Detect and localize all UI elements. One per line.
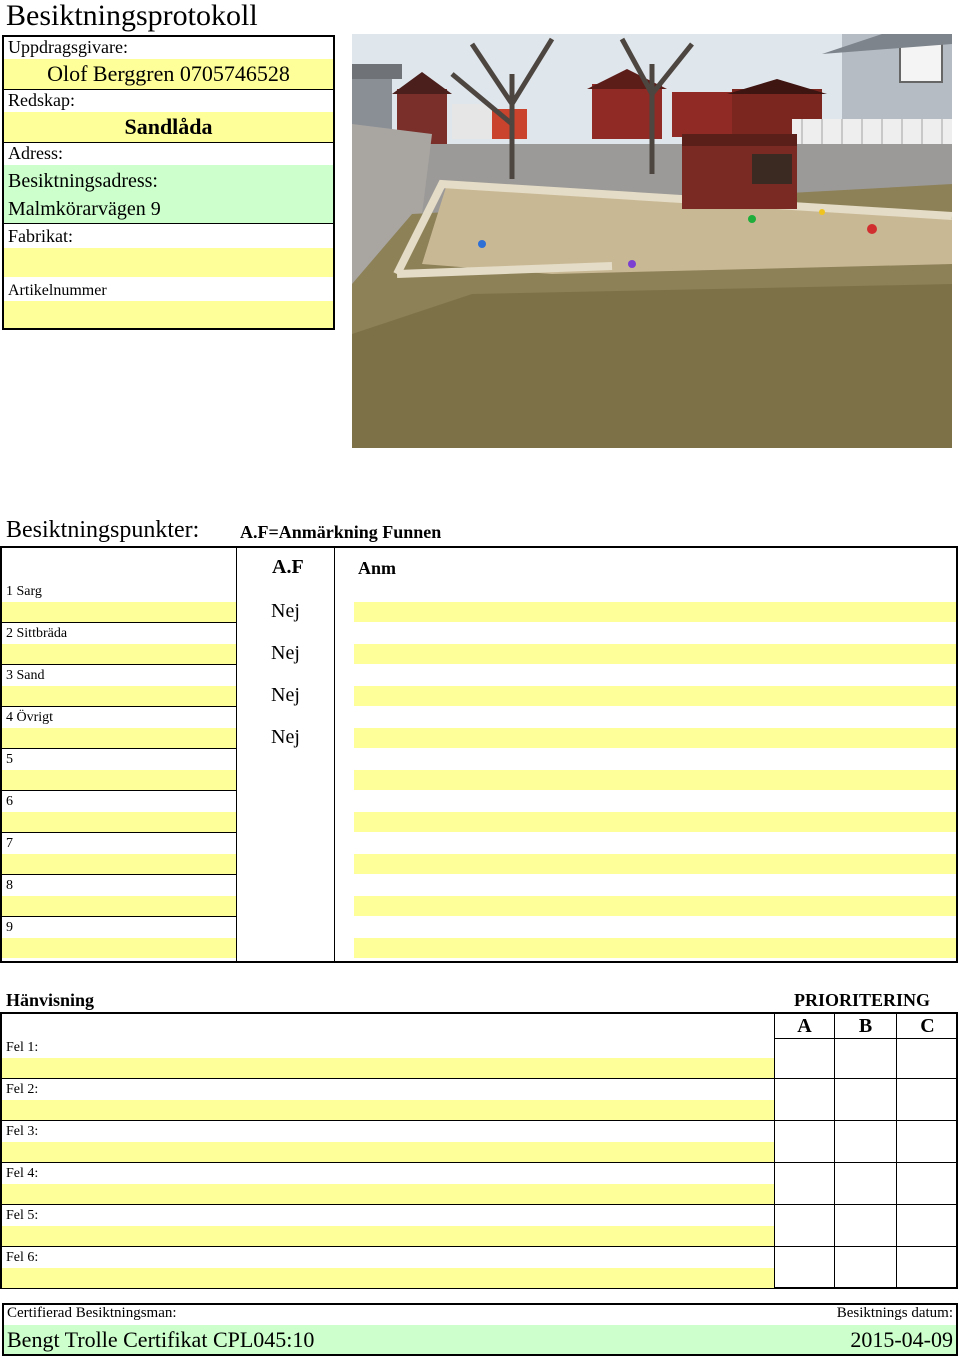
inspection-row-af[interactable]: Nej [271,642,300,664]
inspection-row-af[interactable] [237,894,334,916]
sandbox-photo-icon [352,34,952,448]
inspection-row-anm[interactable] [354,812,956,832]
inspection-row-label: 7 [6,836,13,851]
inspection-title: Besiktningspunkter: [6,517,200,543]
certification-block [2,1303,958,1356]
besiktningsadress-value: Malmkörarvägen 9 [8,198,161,220]
cert-label: Certifierad Besiktningsman: [7,1305,177,1321]
inspection-row-field[interactable] [2,602,236,622]
page-title: Besiktningsprotokoll [6,0,258,32]
besiktningsadress-block[interactable] [4,165,333,223]
inspection-row-anm[interactable] [354,602,956,622]
col-af-header: A.F [272,556,304,578]
fault-row-field[interactable] [2,1268,774,1288]
hanvisning-title: Hänvisning [6,990,95,1010]
fault-row-field[interactable] [2,1058,774,1078]
inspection-row-anm[interactable] [354,938,956,958]
date-value: 2015-04-09 [850,1327,953,1352]
row-divider [2,1120,956,1121]
row-divider [2,1246,956,1247]
fault-row-field[interactable] [2,1184,774,1204]
row-divider [2,874,236,875]
row-divider [2,748,236,749]
inspection-row-label: 9 [6,920,13,935]
priority-title: PRIORITERING [794,990,931,1010]
inspection-row-label: 1 Sarg [6,584,42,599]
artikelnummer-label: Artikelnummer [8,282,107,299]
fabrikat-value[interactable] [4,248,333,277]
cert-value: Bengt Trolle Certifikat CPL045:10 [7,1327,315,1352]
priority-col-header: C [920,1015,935,1037]
fault-row-label: Fel 5: [6,1208,39,1223]
row-divider [2,790,236,791]
fabrikat-label: Fabrikat: [8,226,73,246]
inspection-row-field[interactable] [2,854,236,874]
inspection-table [0,546,958,963]
uppdragsgivare-label: Uppdragsgivare: [8,37,128,57]
uppdragsgivare-value[interactable]: Olof Berggren 0705746528 [4,59,333,89]
fault-row-field[interactable] [2,1142,774,1162]
inspection-row-field[interactable] [2,686,236,706]
inspection-row-field[interactable] [2,938,236,958]
adress-label: Adress: [8,143,63,163]
col-anm-header: Anm [358,558,397,578]
inspection-row-label: 4 Övrigt [6,710,54,725]
inspection-row-anm[interactable] [354,728,956,748]
inspection-legend: A.F=Anmärkning Funnen [240,522,442,542]
inspection-row-anm[interactable] [354,686,956,706]
cert-value-row[interactable] [4,1325,956,1354]
row-divider [2,1204,956,1205]
row-divider [2,664,236,665]
inspection-row-anm[interactable] [354,644,956,664]
inspection-row-af[interactable]: Nej [271,600,300,622]
row-divider [2,832,236,833]
priority-col-header: A [797,1015,812,1037]
artikelnummer-value[interactable] [4,301,333,328]
inspection-row-field[interactable] [2,728,236,748]
row-divider [2,1162,956,1163]
inspection-row-label: 2 Sittbräda [6,626,68,641]
besiktningsadress-label: Besiktningsadress: [8,170,158,192]
inspection-row-af[interactable] [237,768,334,790]
row-divider [2,1078,956,1079]
redskap-value[interactable]: Sandlåda [4,112,333,142]
inspection-row-anm[interactable] [354,896,956,916]
info-block [2,35,335,330]
fault-table [0,1012,958,1289]
row-divider [2,916,236,917]
inspection-row-label: 8 [6,878,13,893]
inspection-row-anm[interactable] [354,854,956,874]
fault-row-label: Fel 4: [6,1166,39,1181]
inspection-row-field[interactable] [2,770,236,790]
inspection-row-af[interactable] [237,852,334,874]
row-divider [2,622,236,623]
sandbox-photo [352,34,952,448]
inspection-row-af[interactable] [237,936,334,958]
priority-col-header: B [858,1015,873,1037]
row-divider [2,706,236,707]
fault-row-label: Fel 3: [6,1124,39,1139]
inspection-row-label: 6 [6,794,13,809]
fault-row-label: Fel 1: [6,1040,39,1055]
inspection-row-af[interactable] [237,810,334,832]
inspection-row-anm[interactable] [354,770,956,790]
inspection-row-label: 5 [6,752,13,767]
inspection-row-af[interactable]: Nej [271,684,300,706]
inspection-row-field[interactable] [2,896,236,916]
inspection-row-label: 3 Sand [6,668,45,683]
inspection-row-field[interactable] [2,644,236,664]
fault-row-field[interactable] [2,1100,774,1120]
fault-row-field[interactable] [2,1226,774,1246]
date-label: Besiktnings datum: [836,1305,953,1321]
fault-row-label: Fel 2: [6,1082,39,1097]
redskap-label: Redskap: [8,90,75,110]
fault-row-label: Fel 6: [6,1250,39,1265]
inspection-row-field[interactable] [2,812,236,832]
inspection-row-af[interactable]: Nej [271,726,300,748]
row-divider [2,1288,956,1289]
